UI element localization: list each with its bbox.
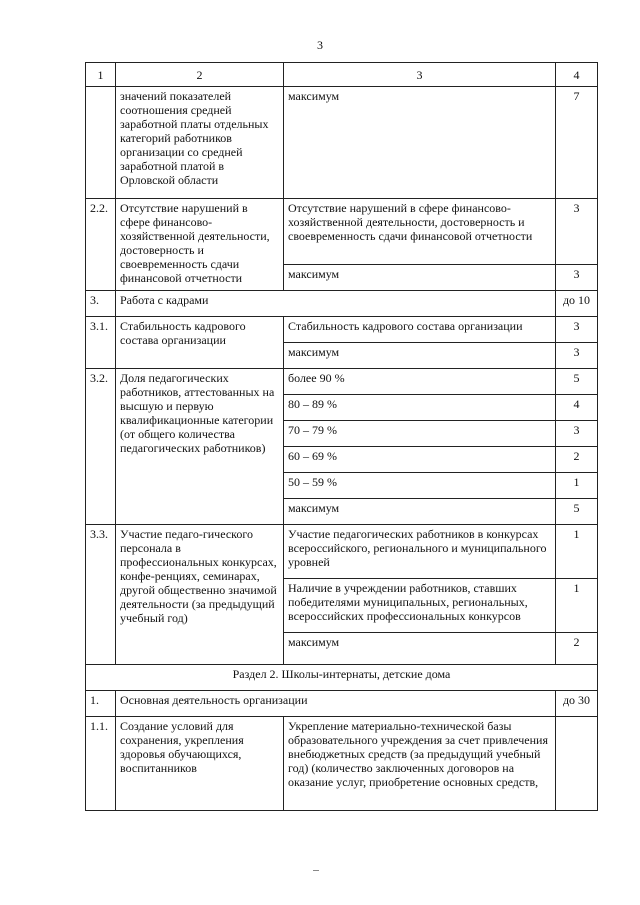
indicator: 80 – 89 % xyxy=(284,395,556,421)
table-row xyxy=(86,87,598,199)
score: 7 xyxy=(556,87,598,199)
row-number: 1. xyxy=(86,691,116,717)
criterion-name: значений показателей соотношения средней заработной платы отдельных категорий работников организации со средней заработной платой в Орловской области xyxy=(116,87,284,199)
score: 3 xyxy=(556,199,598,265)
score: до 30 xyxy=(556,691,598,717)
criterion-name: Участие педаго-гического персонала в профессиональных конкурсах, конфе-ренциях, семинарах, другой общественно значимой деятельности (за предыдущий учебный год) xyxy=(116,525,284,665)
table-row xyxy=(86,525,598,579)
score: 4 xyxy=(556,395,598,421)
row-number xyxy=(86,87,116,199)
indicator: Отсутствие нарушений в сфере финансово-хозяйственной деятельности, достоверность и своевременность сдачи финансовой отчетности xyxy=(284,199,556,265)
header-col-1: 1 xyxy=(86,63,116,87)
score: 1 xyxy=(556,579,598,633)
header-col-2: 2 xyxy=(116,63,284,87)
score: 2 xyxy=(556,633,598,665)
score: 1 xyxy=(556,473,598,499)
score: 1 xyxy=(556,525,598,579)
score: 2 xyxy=(556,447,598,473)
criterion-name: Стабильность кадрового состава организации xyxy=(116,317,284,369)
table-row xyxy=(86,317,598,343)
table-header-row xyxy=(86,63,598,87)
score: 5 xyxy=(556,499,598,525)
indicator: максимум xyxy=(284,343,556,369)
section-name: Основная деятельность организации xyxy=(116,691,556,717)
score: 3 xyxy=(556,265,598,291)
table-row xyxy=(86,717,598,811)
header-col-4: 4 xyxy=(556,63,598,87)
criterion-name: Отсутствие нарушений в сфере финансово-хозяйственной деятельности, достоверность и своевременность сдачи финансовой отчетности xyxy=(116,199,284,291)
page-number: 3 xyxy=(317,38,323,52)
indicator: максимум xyxy=(284,87,556,199)
score: 3 xyxy=(556,317,598,343)
score: 3 xyxy=(556,343,598,369)
criterion-name: Создание условий для сохранения, укрепления здоровья обучающихся, воспитанников xyxy=(116,717,284,811)
indicator: Укрепление материально-технической базы образовательного учреждения за счет привлечения внебюджетных средств (за предыдущий учебный год) (количество заключенных договоров на оказание услуг, приобретение основных средств, xyxy=(284,717,556,811)
section-title: Раздел 2. Школы-интернаты, детские дома xyxy=(86,665,598,691)
indicator: 50 – 59 % xyxy=(284,473,556,499)
indicator: 60 – 69 % xyxy=(284,447,556,473)
row-number: 2.2. xyxy=(86,199,116,291)
section-row xyxy=(86,665,598,691)
indicator: максимум xyxy=(284,499,556,525)
indicator: максимум xyxy=(284,265,556,291)
indicator: более 90 % xyxy=(284,369,556,395)
indicator: максимум xyxy=(284,633,556,665)
score: 5 xyxy=(556,369,598,395)
row-number: 1.1. xyxy=(86,717,116,811)
indicator: Наличие в учреждении работников, ставших победителями муниципальных, региональных, всероссийских профессиональных конкурсов xyxy=(284,579,556,633)
row-number: 3.2. xyxy=(86,369,116,525)
scan-mark xyxy=(313,870,319,871)
table-row xyxy=(86,199,598,265)
indicator: Участие педагогических работников в конкурсах всероссийского, регионального и муниципального уровней xyxy=(284,525,556,579)
table-row xyxy=(86,369,598,395)
table-row xyxy=(86,291,598,317)
table-row xyxy=(86,691,598,717)
header-col-3: 3 xyxy=(284,63,556,87)
score: до 10 xyxy=(556,291,598,317)
criterion-name: Доля педагогических работников, аттестованных на высшую и первую квалификационные категории (от общего количества педагогических работников) xyxy=(116,369,284,525)
score: 3 xyxy=(556,421,598,447)
criteria-table xyxy=(85,62,598,811)
row-number: 3. xyxy=(86,291,116,317)
row-number: 3.3. xyxy=(86,525,116,665)
indicator: Стабильность кадрового состава организации xyxy=(284,317,556,343)
section-name: Работа с кадрами xyxy=(116,291,556,317)
indicator: 70 – 79 % xyxy=(284,421,556,447)
row-number: 3.1. xyxy=(86,317,116,369)
score xyxy=(556,717,598,811)
